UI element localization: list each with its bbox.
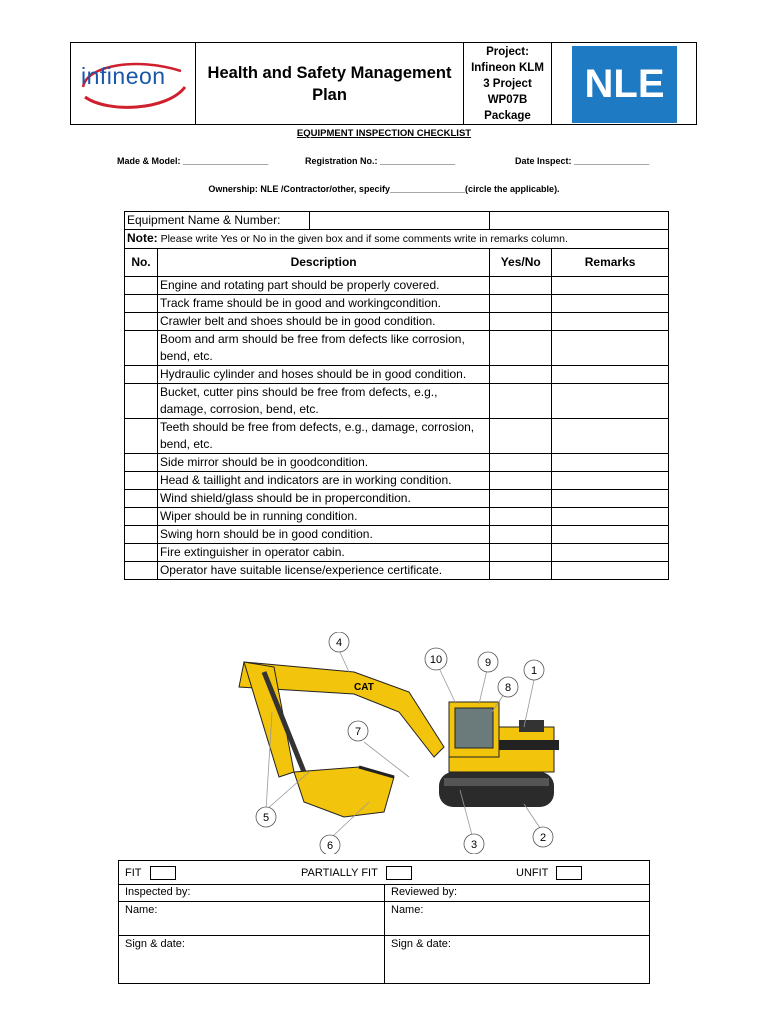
- project-info: [464, 43, 552, 124]
- column-header: Description: [157, 249, 489, 277]
- date-inspect-field[interactable]: Date Inspect: _______________: [515, 156, 650, 166]
- checklist-row: [125, 544, 669, 562]
- excavator-track: [439, 772, 554, 807]
- nle-logo-cell: [552, 43, 698, 124]
- column-header: Remarks: [552, 249, 669, 277]
- remarks-cell[interactable]: [552, 277, 669, 295]
- remarks-cell[interactable]: [552, 472, 669, 490]
- fit-option[interactable]: FIT: [125, 866, 176, 880]
- row-number-cell: [125, 508, 158, 526]
- remarks-cell[interactable]: [552, 331, 669, 366]
- row-number-cell: [125, 384, 158, 419]
- project-line: WP07B: [487, 93, 528, 106]
- checklist-row: [125, 454, 669, 472]
- row-number-cell: [125, 544, 158, 562]
- infineon-logo-cell: [71, 43, 196, 124]
- yes-no-cell[interactable]: [490, 562, 552, 580]
- checklist-row: [125, 295, 669, 313]
- yes-no-cell[interactable]: [490, 508, 552, 526]
- yes-no-cell[interactable]: [490, 454, 552, 472]
- excavator-bucket: [294, 767, 394, 817]
- checklist-row: [125, 508, 669, 526]
- row-number-cell: [125, 472, 158, 490]
- yes-no-cell[interactable]: [490, 331, 552, 366]
- note-row: Note: Please write Yes or No in the given box and if some comments write in remarks column.: [125, 230, 669, 249]
- partially-fit-option[interactable]: PARTIALLY FIT: [301, 866, 412, 880]
- infineon-logo: infineon: [81, 63, 166, 89]
- unfit-checkbox[interactable]: [556, 866, 582, 880]
- document-header: [70, 42, 697, 125]
- checklist-row: [125, 384, 669, 419]
- row-description: Side mirror should be in goodcondition.: [157, 454, 489, 472]
- yes-no-cell[interactable]: [490, 419, 552, 454]
- checklist-row: [125, 526, 669, 544]
- inspected-by-label: Inspected by:: [125, 886, 191, 898]
- unfit-option[interactable]: UNFIT: [516, 866, 582, 880]
- svg-text:1: 1: [530, 665, 538, 677]
- checklist-row: [125, 419, 669, 454]
- cat-brand-label: CAT: [354, 682, 374, 693]
- made-model-field[interactable]: Made & Model: _________________: [117, 156, 269, 166]
- nle-logo: NLE: [572, 46, 677, 123]
- checklist-table: [124, 211, 669, 580]
- project-line: Project:: [486, 45, 529, 58]
- fit-checkbox[interactable]: [150, 866, 176, 880]
- project-line: Infineon KLM: [471, 61, 544, 74]
- inspector-sign-field[interactable]: Sign & date:: [125, 938, 185, 950]
- remarks-cell[interactable]: [552, 295, 669, 313]
- row-description: Swing horn should be in good condition.: [157, 526, 489, 544]
- partially-fit-checkbox[interactable]: [386, 866, 412, 880]
- remarks-cell[interactable]: [552, 366, 669, 384]
- project-line: Package: [484, 109, 531, 122]
- row-description: Bucket, cutter pins should be free from defects, e.g., damage, corrosion, bend, etc.: [157, 384, 489, 419]
- document-title: EQUIPMENT INSPECTION CHECKLIST: [296, 128, 472, 139]
- yes-no-cell[interactable]: [490, 490, 552, 508]
- row-description: Teeth should be free from defects, e.g., damage, corrosion, bend, etc.: [157, 419, 489, 454]
- remarks-cell[interactable]: [552, 454, 669, 472]
- yes-no-cell[interactable]: [490, 544, 552, 562]
- row-description: Hydraulic cylinder and hoses should be in good condition.: [157, 366, 489, 384]
- project-line: 3 Project: [483, 77, 532, 90]
- row-description: Head & taillight and indicators are in working condition.: [157, 472, 489, 490]
- yes-no-cell[interactable]: [490, 526, 552, 544]
- equipment-name-label: Equipment Name & Number:: [125, 212, 490, 230]
- remarks-cell[interactable]: [552, 313, 669, 331]
- column-header: Yes/No: [490, 249, 552, 277]
- remarks-cell[interactable]: [552, 562, 669, 580]
- yes-no-cell[interactable]: [490, 366, 552, 384]
- row-number-cell: [125, 562, 158, 580]
- yes-no-cell[interactable]: [490, 313, 552, 331]
- svg-text:6: 6: [326, 840, 334, 852]
- svg-text:2: 2: [539, 832, 547, 844]
- row-description: Wind shield/glass should be in propercondition.: [157, 490, 489, 508]
- table-header: [125, 249, 669, 277]
- column-header: No.: [125, 249, 158, 277]
- checklist-row: [125, 490, 669, 508]
- remarks-cell[interactable]: [552, 508, 669, 526]
- remarks-cell[interactable]: [552, 419, 669, 454]
- inspector-name-field[interactable]: Name:: [125, 904, 158, 916]
- plan-title: Health and Safety Management Plan: [196, 43, 464, 124]
- row-number-cell: [125, 419, 158, 454]
- row-number-cell: [125, 277, 158, 295]
- inspection-result-form: [118, 860, 650, 984]
- reviewer-name-field[interactable]: Name:: [391, 904, 424, 916]
- fit-status-row: [119, 861, 649, 885]
- checklist-row: [125, 562, 669, 580]
- row-description: Engine and rotating part should be properly covered.: [157, 277, 489, 295]
- column-divider: [384, 885, 385, 984]
- svg-text:3: 3: [470, 839, 478, 851]
- row-number-cell: [125, 366, 158, 384]
- remarks-cell[interactable]: [552, 490, 669, 508]
- checklist-row: [125, 313, 669, 331]
- checklist-row: [125, 366, 669, 384]
- yes-no-cell[interactable]: [490, 277, 552, 295]
- reviewer-sign-field[interactable]: Sign & date:: [391, 938, 451, 950]
- svg-text:9: 9: [484, 657, 492, 669]
- remarks-cell[interactable]: [552, 526, 669, 544]
- checklist-row: [125, 277, 669, 295]
- equipment-name-input[interactable]: [490, 212, 669, 230]
- row-number-cell: [125, 313, 158, 331]
- remarks-cell[interactable]: [552, 384, 669, 419]
- svg-text:4: 4: [335, 637, 343, 649]
- reviewed-by-label: Reviewed by:: [391, 886, 458, 898]
- svg-text:10: 10: [429, 654, 443, 666]
- row-description: Operator have suitable license/experience certificate.: [157, 562, 489, 580]
- row-number-cell: [125, 295, 158, 313]
- svg-text:7: 7: [354, 726, 362, 738]
- yes-no-cell[interactable]: [490, 472, 552, 490]
- svg-text:8: 8: [504, 682, 512, 694]
- remarks-cell[interactable]: [552, 544, 669, 562]
- row-number-cell: [125, 526, 158, 544]
- excavator-image: [234, 632, 564, 854]
- row-description: Track frame should be in good and workingcondition.: [157, 295, 489, 313]
- row-number-cell: [125, 331, 158, 366]
- checklist-row: [125, 472, 669, 490]
- row-description: Wiper should be in running condition.: [157, 508, 489, 526]
- ownership-line: Ownership: NLE /Contractor/other, specify_______________(circle the applicable).: [208, 184, 560, 194]
- yes-no-cell[interactable]: [490, 295, 552, 313]
- registration-field[interactable]: Registration No.: _______________: [305, 156, 456, 166]
- checklist-row: [125, 331, 669, 366]
- svg-text:5: 5: [262, 812, 270, 824]
- row-description: Boom and arm should be free from defects like corrosion, bend, etc.: [157, 331, 489, 366]
- row-description: Crawler belt and shoes should be in good condition.: [157, 313, 489, 331]
- yes-no-cell[interactable]: [490, 384, 552, 419]
- row-number-cell: [125, 454, 158, 472]
- row-description: Fire extinguisher in operator cabin.: [157, 544, 489, 562]
- row-number-cell: [125, 490, 158, 508]
